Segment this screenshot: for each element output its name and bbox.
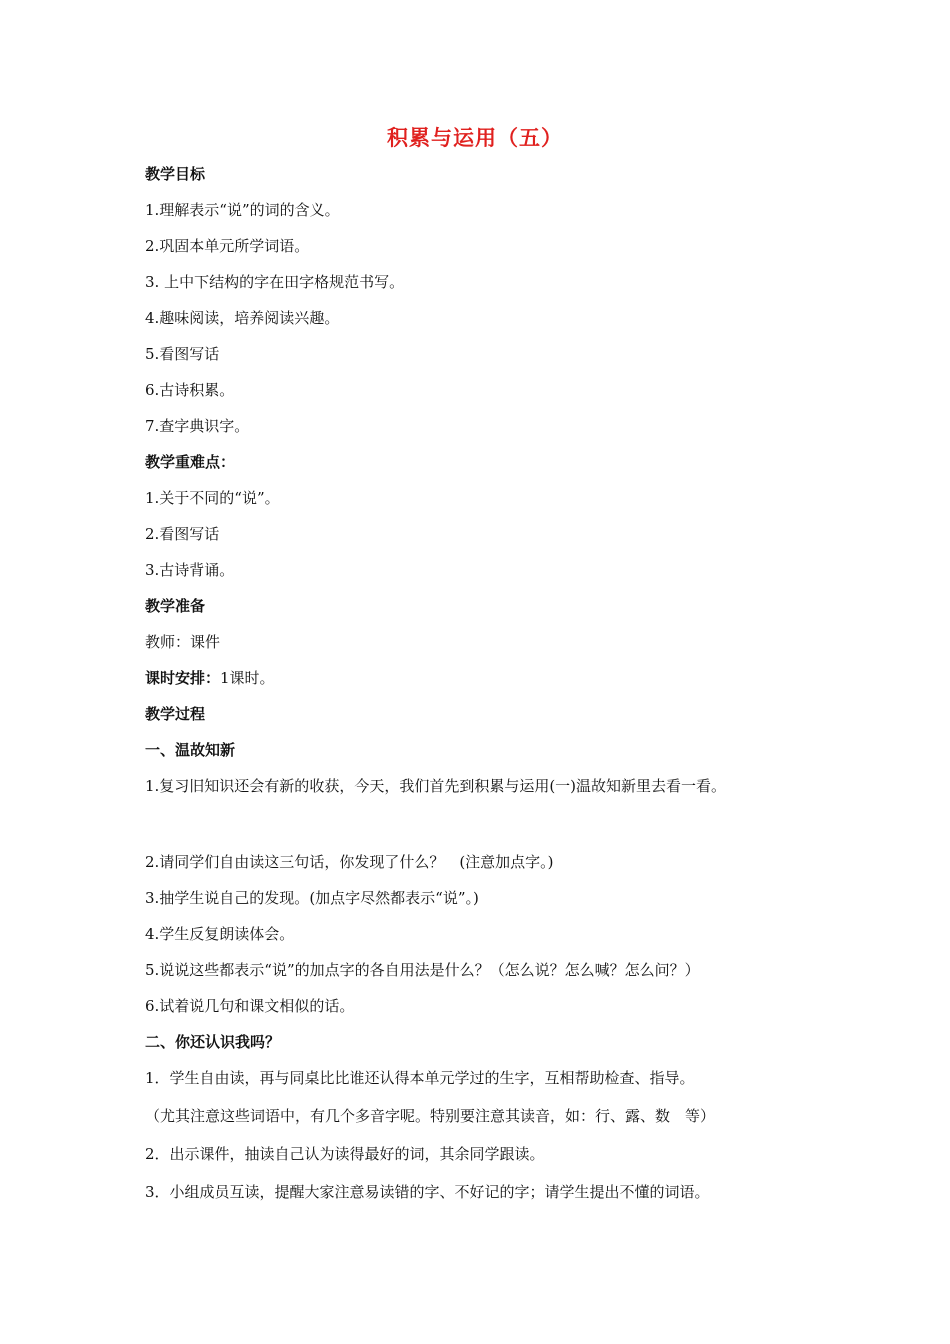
page-title: 积累与运用（五）: [387, 126, 563, 150]
process-step: 1．学生自由读，再与同桌比比谁还认得本单元学过的生字，互相帮助检查、指导。: [145, 1069, 695, 1087]
process-step: 2．出示课件，抽读自己认为读得最好的词，其余同学跟读。: [145, 1145, 545, 1163]
heading-process: 教学过程: [145, 705, 206, 723]
heading-preparation: 教学准备: [145, 597, 206, 615]
objective-item: 4.趣味阅读，培养阅读兴趣。: [145, 309, 340, 327]
objective-item: 6.古诗积累。: [145, 381, 235, 399]
schedule-line: [145, 668, 275, 688]
process-step: 3.抽学生说自己的发现。(加点字尽然都表示“说”。): [145, 889, 479, 907]
process-step: 2.请同学们自由读这三句话，你发现了什么？ (注意加点字。): [145, 853, 554, 871]
objective-item: 7.查字典识字。: [145, 417, 250, 435]
schedule-value: 1课时。: [220, 669, 275, 687]
process-step: 6.试着说几句和课文相似的话。: [145, 997, 355, 1015]
key-point-item: 3.古诗背诵。: [145, 561, 235, 579]
preparation-item: 教师：课件: [145, 633, 221, 651]
section-heading-review: 一、温故知新: [145, 741, 236, 759]
key-point-item: 2.看图写话: [145, 525, 220, 543]
section-heading-recognize: 二、你还认识我吗？: [145, 1033, 281, 1051]
process-note: （尤其注意这些词语中，有几个多音字呢。特别要注意其读音，如：行、露、数 等）: [145, 1107, 716, 1125]
process-step: 3．小组成员互读，提醒大家注意易读错的字、不好记的字；请学生提出不懂的词语。: [145, 1183, 710, 1201]
process-step: 5.说说这些都表示“说”的加点字的各自用法是什么？（怎么说？怎么喊？怎么问？）: [145, 961, 700, 979]
objective-item: 1.理解表示“说”的词的含义。: [145, 201, 340, 219]
heading-objectives: 教学目标: [145, 165, 206, 183]
process-step: 1.复习旧知识还会有新的收获，今天，我们首先到积累与运用(一)温故知新里去看一看。: [145, 777, 727, 795]
heading-key-points: 教学重难点：: [145, 453, 236, 471]
key-point-item: 1.关于不同的“说”。: [145, 489, 280, 507]
objective-item: 3. 上中下结构的字在田字格规范书写。: [145, 273, 405, 291]
objective-item: 5.看图写话: [145, 345, 220, 363]
objective-item: 2.巩固本单元所学词语。: [145, 237, 310, 255]
process-step: 4.学生反复朗读体会。: [145, 925, 295, 943]
schedule-label: 课时安排：: [145, 669, 221, 687]
